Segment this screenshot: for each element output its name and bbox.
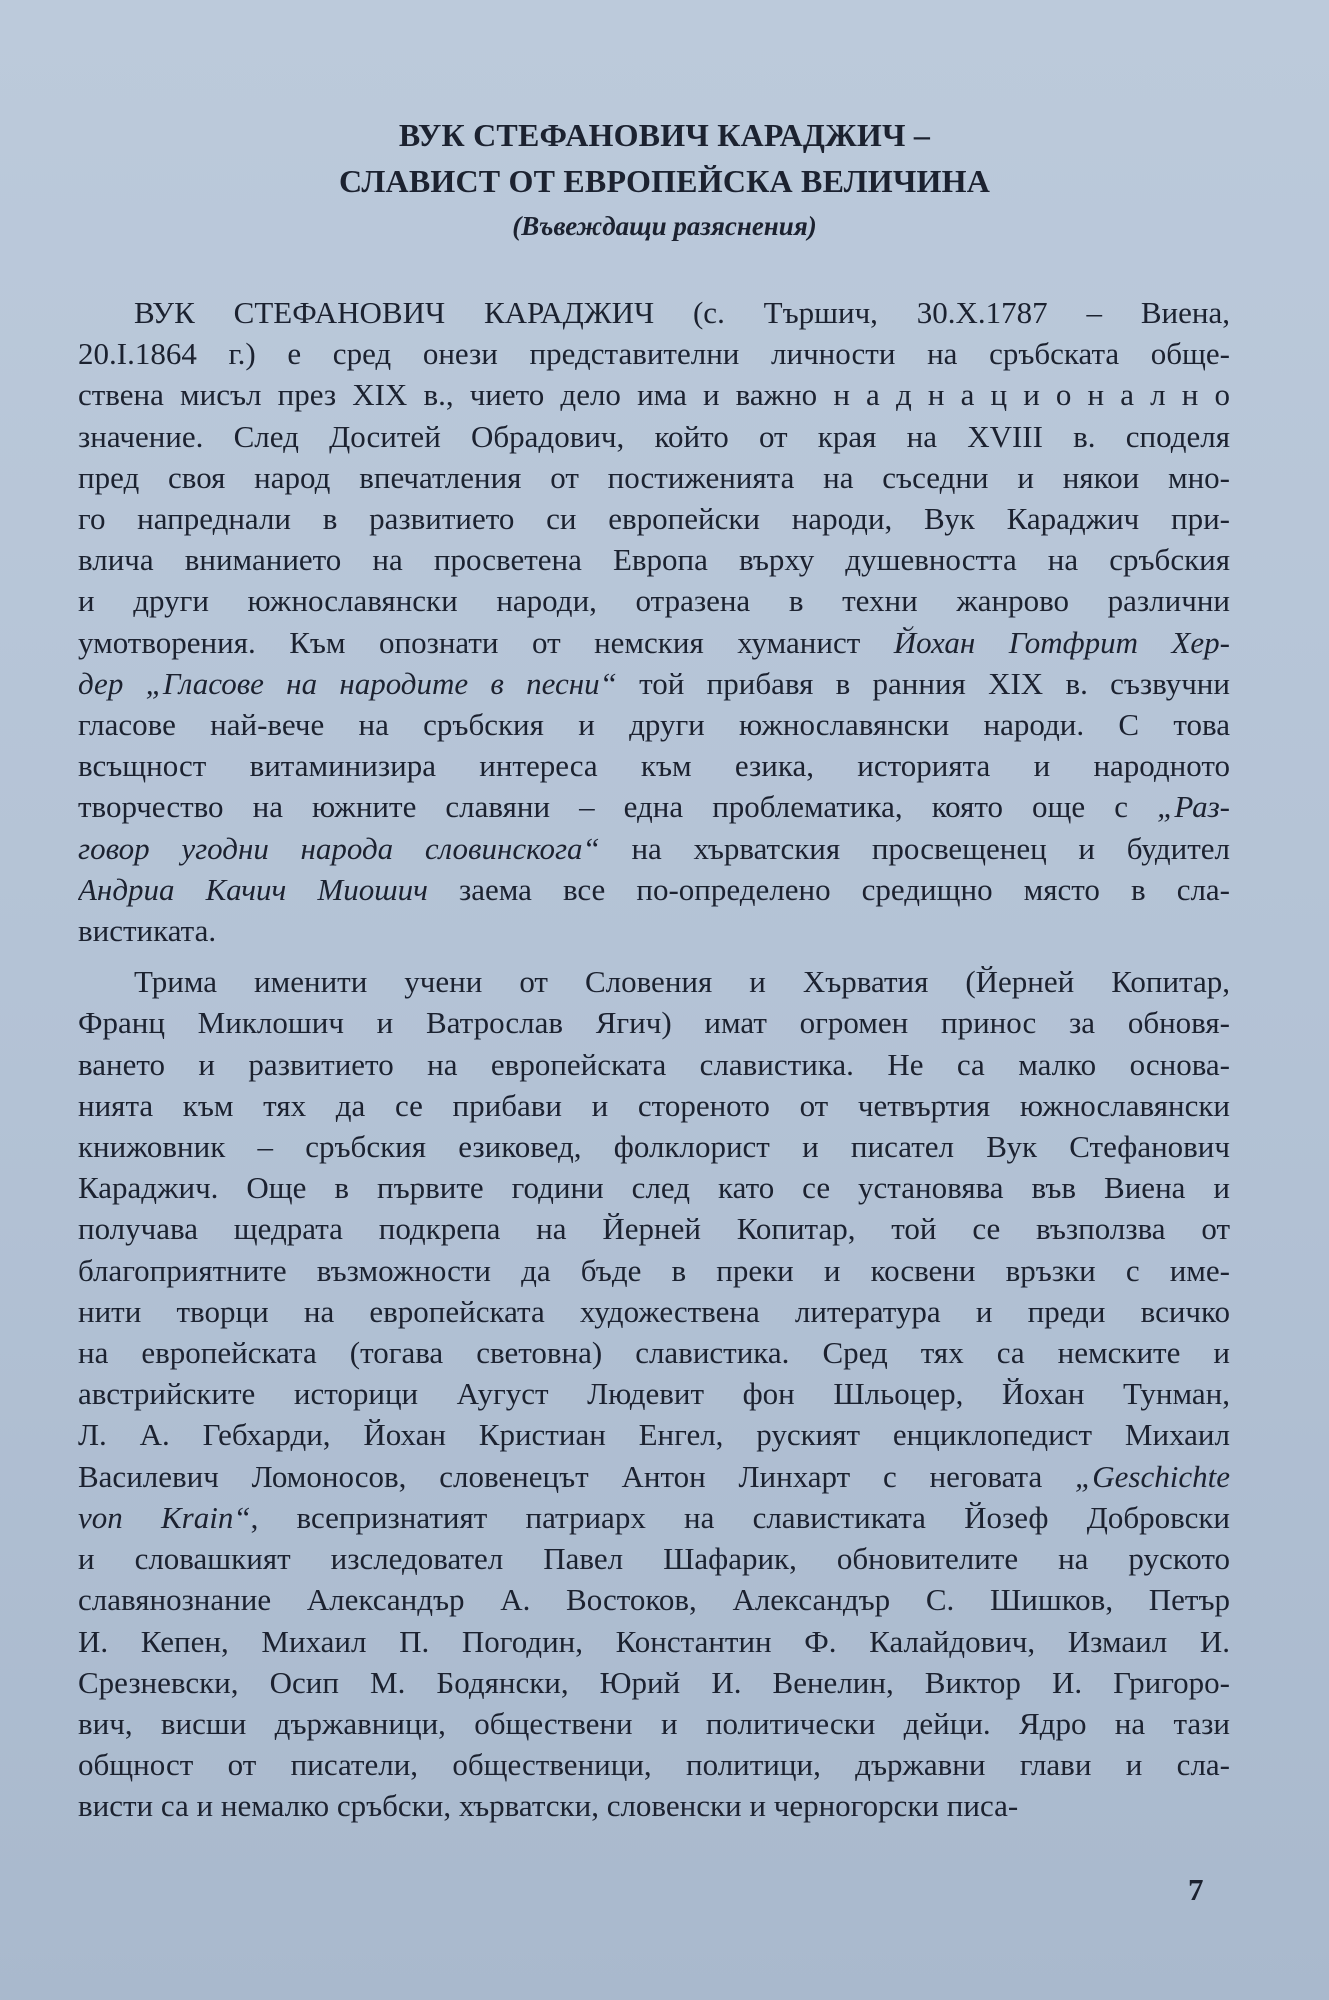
text-line: общност от писатели, общественици, политици, държавни глави и сла- — [78, 1747, 1230, 1783]
italic-text: „Geschichte — [1075, 1458, 1230, 1494]
text-line: И. Кепен, Михаил П. Погодин, Константин Ф. Калайдович, Измаил И. — [78, 1623, 1230, 1659]
text-line: благоприятните възможности да бъде в преки и косвени връзки с име- — [78, 1252, 1230, 1288]
page-number: 7 — [1188, 1872, 1204, 1907]
italic-text: говор угодни народа словинскога“ — [78, 830, 600, 866]
text-line: умотворения. Към опознати от немския хуманист Йохан Готфрит Хер- — [78, 624, 1230, 660]
text-line: получава щедрата подкрепа на Йерней Копитар, той се възползва от — [78, 1211, 1230, 1247]
chapter-header — [0, 112, 1329, 246]
text-line: славянознание Александър А. Востоков, Александър С. Шишков, Петър — [78, 1582, 1230, 1618]
text-line: австрийските историци Аугуст Людевит фон Шльоцер, Йохан Тунман, — [78, 1376, 1230, 1412]
italic-text: von Krain“ — [78, 1499, 251, 1535]
text-line: гласове най-вече на сръбския и други южнославянски народи. С това — [78, 707, 1230, 743]
text-line: дер „Гласове на народите в песни“ той прибавя в ранния XIX в. съзвучни — [78, 665, 1230, 701]
text-line: Андриа Качич Миошич заема все по-определено средищно място в сла- — [78, 871, 1230, 907]
text-line: и словашкият изследовател Павел Шафарик, обновителите на руското — [78, 1541, 1230, 1577]
text-line: и други южнославянски народи, отразена в техни жанрово различни — [78, 583, 1230, 619]
body-text — [78, 292, 1230, 1827]
text-line: влича вниманието на просветена Европа върху душевността на сръбския — [78, 542, 1230, 578]
text-line: вистиката. — [78, 913, 217, 949]
text-line: Трима именити учени от Словения и Хърватия (Йерней Копитар, — [134, 964, 1230, 1000]
paragraph-1 — [78, 292, 1230, 951]
text-line: на европейската (тогава световна) славистика. Сред тях са немските и — [78, 1335, 1230, 1371]
text-line: Срезневски, Осип М. Бодянски, Юрий И. Венелин, Виктор И. Григоро- — [78, 1664, 1230, 1700]
text-line: творчество на южните славяни – една проблематика, която още с „Раз- — [78, 789, 1230, 825]
text-line: вич, висши държавници, обществени и политически дейци. Ядро на тази — [78, 1705, 1230, 1741]
chapter-title-line-1: ВУК СТЕФАНОВИЧ КАРАДЖИЧ – — [398, 117, 931, 153]
italic-text: „Раз- — [1157, 789, 1230, 825]
text-line: всъщност витаминизира интереса към езика, историята и народното — [78, 748, 1230, 784]
text-line: Л. А. Гебхарди, Йохан Кристиан Енгел, руският енциклопедист Михаил — [78, 1417, 1230, 1453]
italic-text: дер „Гласове на народите в песни“ — [78, 665, 617, 701]
italic-text: Андриа Качич Миошич — [78, 871, 428, 907]
text-line: говор угодни народа словинскога“ на хърватския просвещенец и будител — [78, 830, 1230, 866]
text-line: Василевич Ломоносов, словенецът Антон Линхарт с неговата „Geschichte — [78, 1458, 1230, 1494]
text-line: ВУК СТЕФАНОВИЧ КАРАДЖИЧ (с. Тършич, 30.Х.1787 – Виена, — [134, 295, 1230, 330]
text-line: книжовник – сръбския езиковед, фолклорист и писател Вук Стефанович — [78, 1129, 1230, 1165]
text-line: нията към тях да се прибави и стореното от четвъртия южнославянски — [78, 1087, 1230, 1123]
text-line: значение. След Доситей Обрадович, който от края на XVIII в. споделя — [78, 418, 1230, 454]
chapter-title-line-2: СЛАВИСТ ОТ ЕВРОПЕЙСКА ВЕЛИЧИНА — [338, 163, 991, 199]
text-line: пред своя народ впечатления от постиженията на съседни и някои мно- — [78, 459, 1230, 495]
text-line: ствена мисъл през XIX в., чието дело има и важно н а д н а ц и о н а л н о — [78, 377, 1230, 413]
text-line: ването и развитието на европейската славистика. Не са малко основа- — [78, 1046, 1230, 1082]
text-line: нити творци на европейската художествена литература и преди всичко — [78, 1293, 1230, 1329]
paragraph-gap — [78, 951, 1230, 961]
text-line: 20.І.1864 г.) е сред онези представителни личности на сръбската обще- — [78, 336, 1230, 372]
text-line: висти са и немалко сръбски, хърватски, словенски и черногорски писа- — [78, 1788, 1019, 1824]
text-line: го напреднали в развитието си европейски народи, Вук Караджич при- — [78, 501, 1230, 537]
spaced-text: н а д н а ц и о н а л н о — [833, 377, 1230, 413]
paragraph-2 — [78, 961, 1230, 1826]
chapter-subtitle: (Въвеждащи разяснения) — [512, 211, 817, 241]
text-line: Караджич. Още в първите години след като се установява във Виена и — [78, 1170, 1230, 1206]
italic-text: Йохан Готфрит Хер- — [893, 624, 1230, 660]
text-line: von Krain“, всепризнатият патриарх на славистиката Йозеф Добровски — [78, 1499, 1230, 1535]
text-line: Франц Миклошич и Ватрослав Ягич) имат огромен принос за обновя- — [78, 1005, 1230, 1041]
